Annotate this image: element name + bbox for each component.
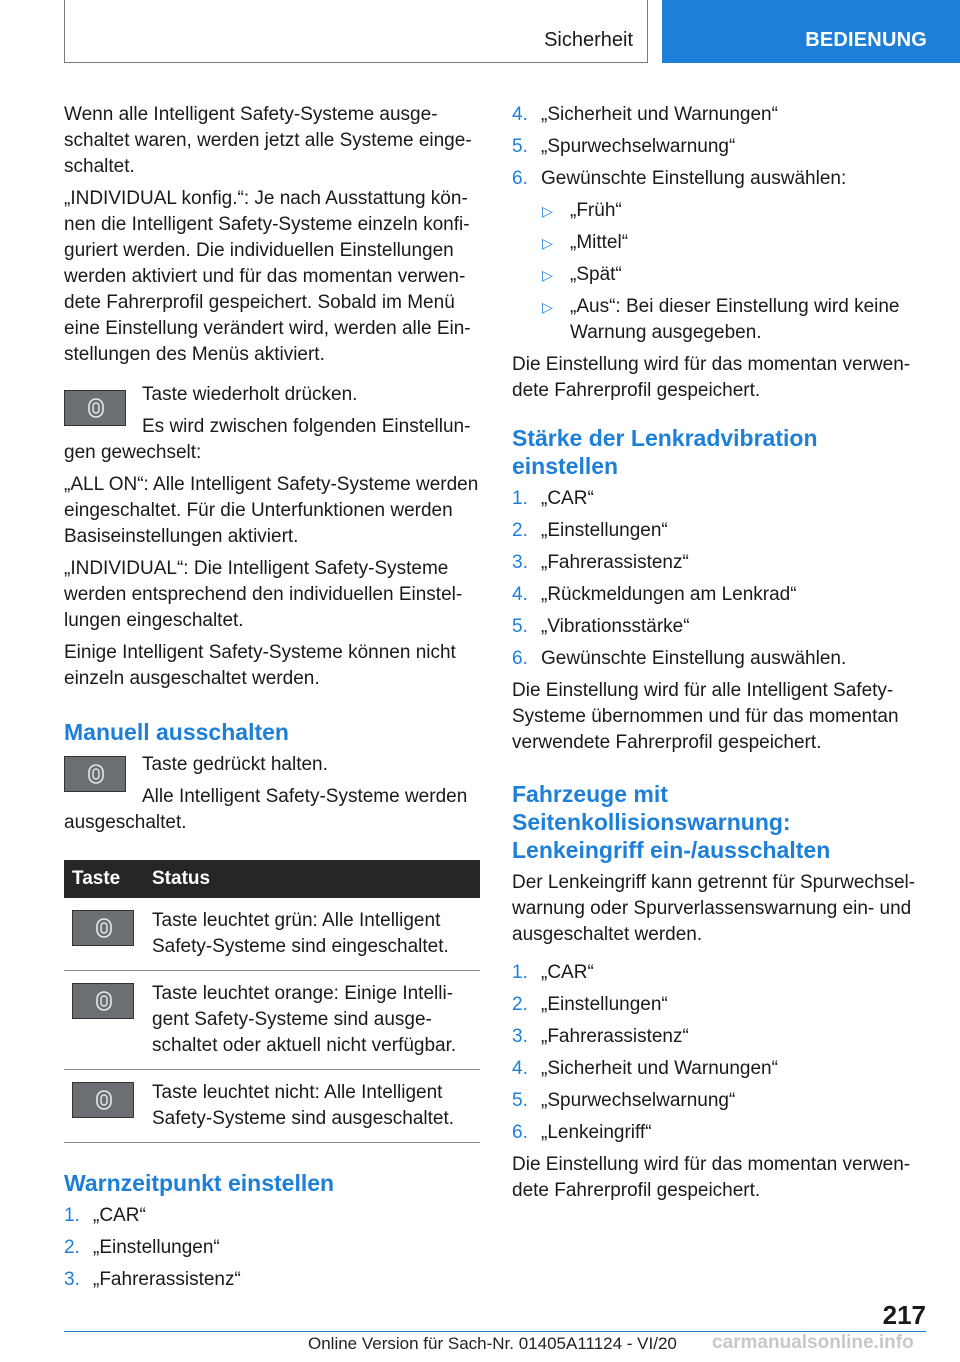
list-item: 6. Gewünschte Einstellung auswählen: [512, 168, 847, 189]
triangle-bullet-icon: ▷ [542, 267, 553, 283]
header-section-box [64, 0, 648, 63]
table-row [64, 898, 480, 971]
table-row [64, 971, 480, 1070]
list-item: 4. „Sicherheit und Warnungen“ [512, 1058, 778, 1079]
section-title: Sicherheit [544, 29, 633, 51]
right-column [512, 102, 926, 1210]
table-header-key: Taste [64, 860, 144, 898]
triangle-bullet-icon: ▷ [542, 235, 553, 251]
table-header-status: Status [144, 860, 480, 898]
list-item: ▷ „Spät“ [512, 262, 926, 288]
key-instruction [64, 752, 480, 836]
list-item: 1. „CAR“ [512, 488, 594, 509]
chapter-title: BEDIENUNG [805, 29, 927, 51]
status-table [64, 860, 480, 1143]
safety-button-off-icon [72, 1082, 134, 1118]
footer-text: Online Version für Sach-Nr. 01405A11124 - VI/20 [308, 1334, 677, 1353]
section-heading: Fahrzeuge mit Seitenkollisionswarnung: Lenkeingriff ein-/ausschalten [512, 781, 831, 863]
chapter-tab [662, 0, 960, 63]
list-item: ▷ „Früh“ [512, 198, 926, 224]
list-item: 4. „Rückmeldungen am Lenkrad“ [512, 584, 797, 605]
key-text: Es wird zwischen folgenden Einstellungen gewechselt: [64, 416, 471, 463]
paragraph: Die Einstellung wird für alle Intelligent Safety-Systeme übernommen und für das momentan verwendete Fahrerprofil gespeichert. [512, 680, 899, 753]
list-item: 5. „Spurwechselwarnung“ [512, 136, 736, 157]
step-list [512, 960, 926, 1146]
table-cell-status: Taste leuchtet orange: Einige Intelligent Safety-Systeme sind ausgeschaltet oder aktuell nicht verfügbar. [144, 971, 480, 1070]
list-item: 3. „Fahrerassistenz“ [512, 1026, 689, 1047]
list-item: 3. „Fahrerassistenz“ [64, 1269, 241, 1290]
watermark: carmanualsonline.info [712, 1332, 914, 1353]
list-item: 6. Gewünschte Einstellung auswählen. [512, 648, 847, 669]
section-heading: Warnzeitpunkt einstellen [64, 1170, 335, 1196]
table-cell-status: Taste leuchtet grün: Alle Intelligent Safety-Systeme sind eingeschaltet. [144, 898, 480, 971]
table-cell-status: Taste leuchtet nicht: Alle Intelligent Safety-Systeme sind ausgeschaltet. [144, 1070, 480, 1143]
option-list [512, 198, 926, 346]
table-row [64, 1070, 480, 1143]
paragraph: Der Lenkeingriff kann getrennt für Spurwechselwarnung oder Spurverlassenswarnung ein- und ausgeschaltet werden. [512, 872, 916, 945]
section-heading: Stärke der Lenkradvibration einstellen [512, 425, 818, 479]
list-item: 2. „Einstellungen“ [512, 994, 668, 1015]
list-item: 3. „Fahrerassistenz“ [512, 552, 689, 573]
section-heading: Manuell ausschalten [64, 719, 289, 745]
step-list [64, 1203, 480, 1293]
list-item: ▷ „Mittel“ [512, 230, 926, 256]
paragraph: „INDIVIDUAL konfig.“: Je nach Ausstattung können die Intelligent Safety-Systeme einzeln konfiguriert werden. Die individuellen Einstellungen werden aktiviert und für das momentan verwendete Fahrerprofil gespeichert. Sobald im Menü eine Einstellung verändert wird, werden alle Einstellungen des Menüs aktiviert. [64, 188, 471, 365]
key-text: Taste gedrückt halten. [142, 754, 328, 775]
key-text: Taste wiederholt drücken. [142, 384, 358, 405]
list-item: 2. „Einstellungen“ [512, 520, 668, 541]
key-instruction [64, 382, 480, 466]
list-item: 4. „Sicherheit und Warnungen“ [512, 104, 778, 125]
safety-button-icon [64, 390, 126, 426]
safety-button-icon [64, 756, 126, 792]
safety-button-green-icon [72, 910, 134, 946]
paragraph: Die Einstellung wird für das momentan verwendete Fahrerprofil gespeichert. [512, 354, 911, 401]
list-item: 6. „Lenkeingriff“ [512, 1122, 652, 1143]
step-list [512, 486, 926, 672]
paragraph: „ALL ON“: Alle Intelligent Safety-Systeme werden eingeschaltet. Für die Unterfunktionen werden Basiseinstellungen aktiviert. [64, 474, 479, 547]
list-item: ▷ „Aus“: Bei dieser Einstellung wird keine Warnung ausgegeben. [542, 296, 900, 343]
step-list [512, 102, 926, 192]
triangle-bullet-icon: ▷ [542, 203, 553, 219]
list-item: 2. „Einstellungen“ [64, 1237, 220, 1258]
triangle-bullet-icon: ▷ [542, 299, 553, 315]
paragraph: Wenn alle Intelligent Safety-Systeme ausgeschaltet waren, werden jetzt alle Systeme eingeschaltet. [64, 104, 472, 177]
key-text: Alle Intelligent Safety-Systeme werden ausgeschaltet. [64, 786, 468, 833]
list-item: 5. „Spurwechselwarnung“ [512, 1090, 736, 1111]
list-item: 5. „Vibrationsstärke“ [512, 616, 690, 637]
paragraph: „INDIVIDUAL“: Die Intelligent Safety-Systeme werden entsprechend den individuellen Einstellungen eingeschaltet. [64, 558, 463, 631]
list-item: 1. „CAR“ [64, 1205, 146, 1226]
paragraph: Die Einstellung wird für das momentan verwendete Fahrerprofil gespeichert. [512, 1154, 911, 1201]
page-number: 217 [882, 1300, 926, 1330]
list-item: 1. „CAR“ [512, 962, 594, 983]
paragraph: Einige Intelligent Safety-Systeme können nicht einzeln ausgeschaltet werden. [64, 642, 456, 689]
safety-button-orange-icon [72, 983, 134, 1019]
left-column [64, 102, 480, 1299]
